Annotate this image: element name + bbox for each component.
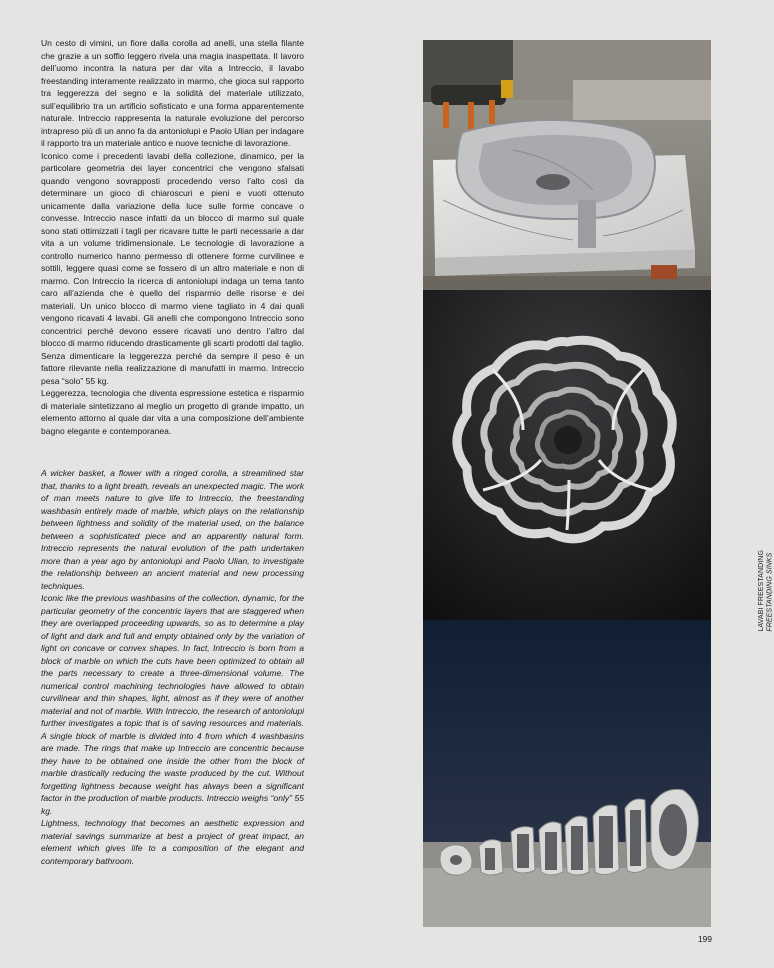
side-label-italian: LAVABI FREESTANDING xyxy=(758,550,765,632)
photo-intreccio-rings-row xyxy=(423,620,711,927)
italian-paragraph-1: Un cesto di vimini, un fiore dalla corolla ad anelli, una stella filante che grazie a un soffio leggero rivela una magia inaspettata. Il lavoro dell’uomo incontra la natura per dar vita a Intreccio, il lavabo freestanding interamente realizzato in marmo, che gioca sul rapporto tra leggerezza del segno e la solidità del materiale utilizzato, sull’equilibrio tra un artificio sofisticato e una forma apparentemente naturale. Intreccio rappresenta la naturale evoluzione del percorso intrapreso più di un anno fa da antoniolupi e Paolo Ulian per indagare il rapporto tra un materiale antico e nuove tecniche di lavorazione. xyxy=(41,38,304,148)
english-text-block xyxy=(41,467,304,867)
side-label-english: FREESTANDING SINKS xyxy=(766,552,774,632)
italian-paragraph-2: Iconico come i precedenti lavabi della collezione, dinamico, per la particolare geometria dei layer concentrici che vengono sfalsati quando vengono sovrapposti procedendo verso l’alto così da determinare un gioco di chiaroscuri e pieni e vuoti ottenuto unicamente dalla variazione della luce sulle forme concave o convesse. Intreccio nasce infatti da un blocco di marmo sul quale sono stati ottimizzati i tagli per ricavare tutte le parti necessarie a dar vita a un volume tridimensionale. Le tecnologie di lavorazione a controllo numerico hanno permesso di ottenere forme curvilinee e sottili, leggere quasi come se fossero di un altro materiale e non di marmo. Con Intreccio la ricerca di antoniolupi indaga un tema tanto caro all’azienda che è quello del risparmio delle risorse e dei materiali. Un unico blocco di marmo viene tagliato in 4 dai quali vengono ricavati 4 lavabi. Gli anelli che compongono Intreccio sono concentrici perché devono essere ricavati uno dentro l’altro dal blocco di marmo riducendo drasticamente gli scarti prodotti dal taglio. Senza dimenticare la leggerezza perché da sempre il peso è un fattore rilevante nella realizzazione di manufatti in marmo. Intreccio pesa “solo” 55 kg. xyxy=(41,150,304,386)
photo-cnc-machining xyxy=(423,40,711,290)
article-text-column xyxy=(41,37,304,867)
photo-column xyxy=(423,40,711,927)
section-side-label xyxy=(758,550,774,632)
english-paragraph-1: A wicker basket, a flower with a ringed corolla, a streamlined star that, thanks to a light breath, reveals an unexpected magic. The work of man meets nature to give life to Intreccio, the freestanding washbasin entirely made of marble, which plays on the relationship between lightness and solidity of the material used, on the balance between a sophisticated piece and an apparently natural form. Intreccio represents the natural evolution of the path undertaken more than a year ago by antoniolupi and Paolo Ulian, to investigate the relationship between an ancient material and new processing techniques. xyxy=(41,468,304,591)
photo-intreccio-top-view xyxy=(423,290,711,620)
page-number: 199 xyxy=(697,934,712,944)
italian-paragraph-3: Leggerezza, tecnologia che diventa espressione estetica e risparmio di materiale sintetizzano al meglio un progetto di grande impatto, un elemento attorno al quale dar vita a una composizione dell’ambiente bagno elegante e contemporanea. xyxy=(41,388,304,436)
english-paragraph-3: Lightness, technology that becomes an aesthetic expression and material savings summarize at best a project of great impact, an element which gives life to a composition of the elegant and contemporary bathroom. xyxy=(41,818,304,866)
english-paragraph-2: Iconic like the previous washbasins of the collection, dynamic, for the particular geometry of the concentric layers that are staggered when they are overlapped proceeding upwards, so as to determine a play of light and dark and full and empty obtained only by the variation of light on concave or convex shapes. In fact, Intreccio is born from a block of marble on which the cuts have been optimized to obtain all the parts necessary to create a three-dimensional volume. The numerical control machining technologies have allowed to obtain curvilinear and thin shapes, light, almost as if they were of another material and not of marble. With Intreccio, the research of antoniolupi further investigates a topic that is of saving resources and materials. A single block of marble is divided into 4 from which 4 washbasins are made. The rings that make up Intreccio are concentric because they have to be obtained one inside the other from the block of marble drastically reducing the waste produced by the cut. Without forgetting lightness because weight has always been a significant factor in the production of marble products. Intreccio weighs “only” 55 kg. xyxy=(41,593,304,816)
